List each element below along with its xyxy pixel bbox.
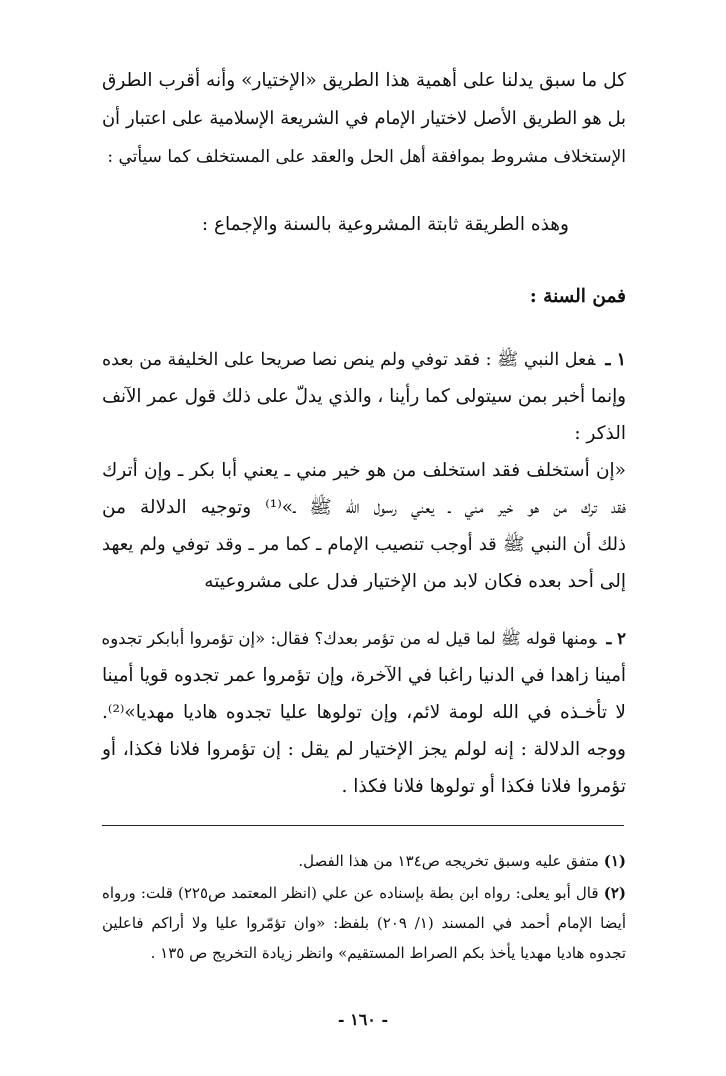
footnote-1 bbox=[102, 848, 626, 874]
item1-line-7: إلى أحد بعده فكان لابد من الإختيار فدل على مشروعيته bbox=[204, 571, 626, 592]
item2-number: ٢ ـ bbox=[606, 629, 626, 648]
item2-line-3: لا تأخـذه في الله لومة لائم، وإن تولوها عليا تجدوه هاديا مهديا»⁽²⁾. bbox=[102, 702, 626, 723]
item1-line-2: وإنما أخبر بمن سيتولى كما رأينا ، والذي يدلّ على ذلك قول عمر الآنف bbox=[102, 386, 626, 407]
item2-text-1: ومنها قوله ﷺ لما قيل له من تؤمر بعدك؟ فقال: «إن تؤمروا أبابكر تجدوه bbox=[101, 629, 597, 648]
footnote-2-line-2: أيضا الإمام أحمد في المسند (١/ ٢٠٩) بلفظ: «وان تؤمّروا عليا ولا أراكم فاعلين bbox=[102, 914, 626, 932]
page-number: - ١٦٠ - bbox=[337, 1010, 389, 1029]
item2-line-1 bbox=[102, 624, 626, 654]
item1-number: ١ ـ bbox=[605, 350, 626, 370]
footnote-2-line-1 bbox=[102, 880, 626, 906]
item1-line-6: ذلك أن النبي ﷺ قد أوجب تنصيب الإمام ـ كما مر ـ وقد توفي ولم يعهد bbox=[102, 534, 626, 555]
section-heading: فمن السنة : bbox=[529, 286, 626, 307]
item1-text-1: فعل النبي ﷺ : فقد توفي ولم ينص نصا صريحا على الخليفة من بعده bbox=[102, 350, 596, 370]
intro-line-2: بل هو الطريق الأصل لاختيار الإمام في الشريعة الإسلامية على اعتبار أن bbox=[102, 109, 626, 129]
item2-line-5: تؤمروا فلانا فكذا أو تولوها فلانا فكذا . bbox=[341, 776, 626, 797]
item1-line-4: «إن أستخلف فقد استخلف من هو خير مني ـ يعني أبا بكر ـ وإن أترك bbox=[102, 460, 626, 481]
item1-line-1 bbox=[102, 345, 626, 375]
intro-line-1: كل ما سبق يدلنا على أهمية هذا الطريق «الإختيار» وأنه أقرب الطرق bbox=[102, 70, 626, 91]
footnote-2-line-3: تجدوه هاديا مهديا يأخذ بكم الصراط المستقيم» وانظر زيادة التخريج ص ١٣٥ . bbox=[150, 944, 626, 962]
item1-line-3: الذكر : bbox=[574, 423, 626, 444]
statement-line: وهذه الطريقة ثابتة المشروعية بالسنة والإجماع : bbox=[201, 214, 569, 235]
intro-line-3: الإستخلاف مشروط بموافقة أهل الحل والعقد على المستخلف كما سيأتي : bbox=[107, 147, 626, 167]
footnote-2-text-1: قال أبو يعلى: رواه ابن بطة بإسناده عن علي (انظر المعتمد ص٢٢٥) قلت: ورواه bbox=[102, 884, 599, 902]
item1-line-5: فقد ترك من هو خير مني ـ يعني رسول الله ﷺ ـ»⁽¹⁾ وتوجيه الدلالة من bbox=[102, 497, 626, 518]
footnote-2-marker: (٢) bbox=[603, 884, 626, 902]
item2-line-4: ووجه الدلالة : إنه لولم يجز الإختيار لم يقل : إن تؤمروا فلانا فكذا، أو bbox=[102, 739, 626, 760]
footnote-1-text: متفق عليه وسبق تخريجه ص١٣٤ من هذا الفصل. bbox=[298, 852, 599, 870]
footnote-separator bbox=[102, 825, 624, 826]
item2-line-2: أمينا زاهدا في الدنيا راغبا في الآخرة، وإن تؤمروا عمر تجدوه قويا أمينا bbox=[102, 665, 626, 686]
footnote-1-marker: (١) bbox=[603, 852, 626, 870]
